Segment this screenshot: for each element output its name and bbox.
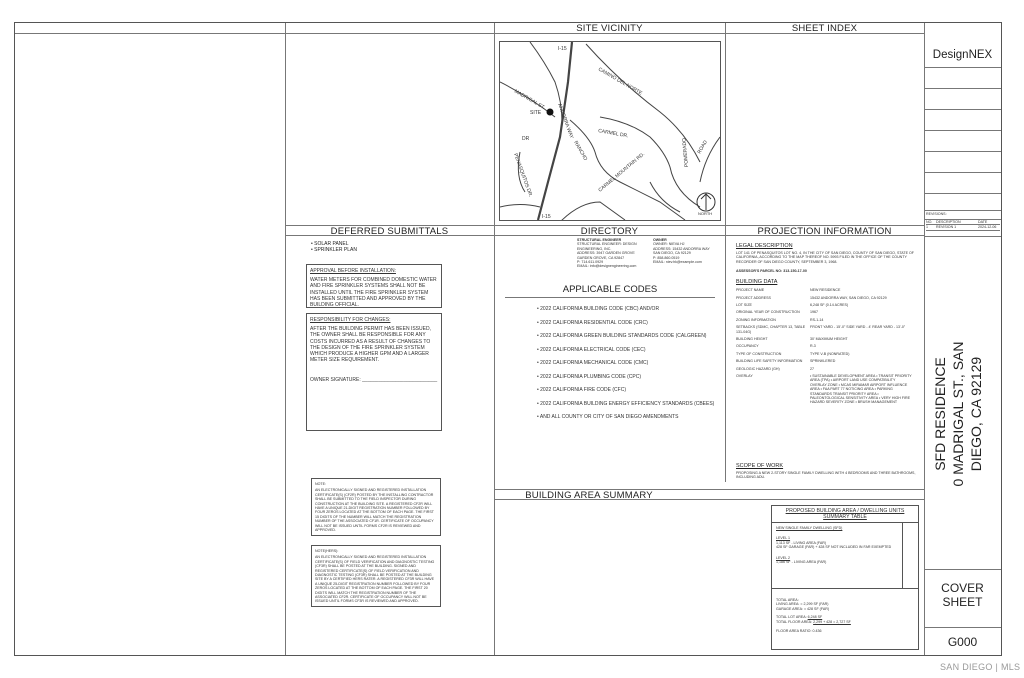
responsibility-box <box>306 313 442 431</box>
rev-header: NO. <box>926 220 933 224</box>
note-hers-title: NOTE(HERS): <box>315 549 339 553</box>
building-data-label: OCCUPANCY <box>736 344 759 349</box>
building-data-value: FRONT YARD - 15'-0" SIDE YARD - 4' REAR YARD - 13'-0" <box>810 325 906 330</box>
applicable-codes-header: APPLICABLE CODES <box>562 284 658 295</box>
building-data-row <box>736 324 914 336</box>
project-name: SFD RESIDENCE <box>932 357 948 471</box>
note-hers-box <box>311 545 441 607</box>
note-body: AN ELECTRONICALLY SIGNED AND REGISTERED INSTALLATION CERTIFICATE(S) (CF2R) POSTED BY THE INSTALLING CONTRACTOR SHALL BE SUBMITTED TO THE FIELD INSPECTOR DURING CONSTRUCTION AT THE BUILDING SITE. A REGISTERED CF2R WILL HAVE A UNIQUE 21-DIGIT REGISTRATION NUMBER FOLLOWED BY FOUR ZEROS LOCATED AT THE BOTTOM OF EACH PAGE. THE FIRST 15 DIGITS OF THE NUMBER WILL MATCH THE REGISTRATION NUMBER OF THE ASSOCIATED CF1R. CERTIFICATE OF OCCUPANCY WILL NOT BE ISSUED UNTIL FORMS CF2R IS REVIEWED AND APPROVED. <box>315 488 434 533</box>
level1-line: 428 SF GARAGE (FAR) + 428 SF NOT INCLUDED IN FAR EXEMPTED <box>776 545 892 550</box>
projection-information-header: PROJECTION INFORMATION <box>757 226 892 237</box>
rev-header: DATE <box>978 220 988 224</box>
floor-area-label: TOTAL FLOOR AREA: <box>776 619 813 624</box>
deferred-item: • SPRINKLER PLAN <box>311 247 357 254</box>
divider <box>924 569 1001 570</box>
drawing-sheet <box>14 22 1002 656</box>
title-block <box>924 23 1001 655</box>
code-item: • 2022 CALIFORNIA FIRE CODE (CFC) <box>537 387 626 393</box>
building-data-label: BUILDING HEIGHT <box>736 336 768 341</box>
divider <box>494 23 495 655</box>
engineer-block <box>577 238 649 269</box>
divider <box>772 588 918 589</box>
owner-line: ADDRESS: 15432 ANDORRA WAY <box>653 246 710 251</box>
living-area: LIVING AREA: = 2,299 SF (FAR) <box>776 602 829 607</box>
responsibility-title: RESPONSIBILITY FOR CHANGES: <box>310 317 391 323</box>
divider <box>725 23 726 482</box>
approval-title: APPROVAL BEFORE INSTALLATION: <box>310 268 396 274</box>
building-data-value: RS-1-14 <box>810 317 824 322</box>
building-data-value: NEW RESIDENCE <box>810 288 841 293</box>
map-label-north: NORTH <box>698 211 713 216</box>
approval-box <box>306 264 442 308</box>
area-details <box>776 526 900 564</box>
map-label-carmel-mountain: CARMEL MOUNTAIN RD. <box>597 151 646 194</box>
engineer-line: GARDEN GROVE, CA 92847 <box>577 255 625 260</box>
map-label-i15-bottom: I-15 <box>542 214 551 220</box>
deferred-item: • SOLAR PANEL <box>311 241 349 247</box>
owner-signature-line: OWNER SIGNATURE: ___________________________ <box>310 377 438 384</box>
building-data-row <box>736 365 914 372</box>
divider <box>924 67 1001 68</box>
vicinity-map <box>499 41 721 221</box>
owner-line: EMAIL: niev.hk@example.com <box>653 260 702 265</box>
map-label-penasquitos: PENASQUITOS DR. <box>512 152 534 198</box>
owner-line: P: 858.860.0519 <box>653 255 680 260</box>
building-data-label: PROJECT ADDRESS <box>736 295 771 300</box>
revisions-table <box>926 220 1000 231</box>
scope-of-work <box>736 463 916 480</box>
engineer-line: EMAIL: info@designengineering.com <box>577 264 637 269</box>
map-label-site: SITE <box>530 110 542 116</box>
project-title-block <box>931 291 993 537</box>
divider <box>924 193 1001 194</box>
area-totals <box>776 598 916 633</box>
codes-list <box>537 303 722 425</box>
note-box <box>311 478 441 536</box>
code-item: • 2022 CALIFORNIA GREEN BUILDING STANDARDS CODE (CALGREEN) <box>537 333 707 339</box>
note-title: NOTE: <box>315 482 326 486</box>
divider <box>924 172 1001 173</box>
building-data-value: TYPE V-B (NONRATED) <box>810 351 850 356</box>
building-data-value: 27 <box>810 366 814 371</box>
projection-info <box>736 243 916 406</box>
map-label-carmel-dr: CARMEL DR. <box>597 128 629 140</box>
code-item: • 2022 CALIFORNIA BUILDING ENERGY EFFICIENCY STANDARDS (CBEES) <box>537 400 715 407</box>
north-arrow-icon <box>697 193 715 211</box>
code-item: • 2022 CALIFORNIA ELECTRICAL CODE (CEC) <box>537 346 646 353</box>
building-data-label: BUILDING LIFE SAFETY INFORMATION <box>736 359 803 364</box>
building-data-value: R-3 <box>810 344 816 349</box>
map-label-camino: CAMINO DEL NORTE <box>597 66 644 97</box>
owner-title: OWNER <box>653 238 667 242</box>
vicinity-map-drawing <box>500 42 720 220</box>
divider <box>924 236 1001 237</box>
building-data-label: ZONING INFORMATION <box>736 317 776 322</box>
building-data-label: ORIGINAL YEAR OF CONSTRUCTION <box>736 310 800 315</box>
level2: LEVEL 2 <box>776 555 791 560</box>
scope-title: SCOPE OF WORK <box>736 463 784 469</box>
level1: LEVEL 1 <box>776 536 791 541</box>
divider <box>924 88 1001 89</box>
site-vicinity-header: SITE VICINITY <box>576 23 643 34</box>
rev-cell: 2024-12-06 <box>978 225 997 230</box>
building-area-summary-header: BUILDING AREA SUMMARY <box>525 490 653 501</box>
building-data-label: PROJECT NAME <box>736 288 765 293</box>
legal-title: LEGAL DESCRIPTION <box>736 243 793 249</box>
legal-body: LOT 141 OF PENASQUITOS LOT NO. 4, IN THE CITY OF SAN DIEGO, COUNTY OF SAN DIEGO, STATE OF CALIFORNIA, ACCORDING TO THE MAP THEREOF NO. 5993 FILED IN THE OFFICE OF THE COUNTY RECORDER OF SAN DIEGO COUNTY, SEPTEMBER 3, 1968. <box>736 251 914 264</box>
deferred-items-list <box>311 241 357 253</box>
project-address-line1: 0 MADRIGAL ST., SAN <box>950 341 966 487</box>
level1-line: 1,113 SF - LIVING AREA (FAR) <box>776 540 827 545</box>
map-label-rancho: RANCHO <box>572 140 589 162</box>
building-data-row <box>736 309 914 316</box>
divider <box>285 23 286 655</box>
total-area-label: TOTAL AREA: <box>776 598 799 602</box>
engineer-line: ADDRESS: 3947 GARDEN GROVE <box>577 251 635 256</box>
scope-body: PROPOSING A NEW 2-STORY SINGLE FAMILY DWELLING WITH 4 BEDROOMS AND THREE BATHROOMS, INCLUDING ADU. <box>736 471 916 480</box>
map-label-madrigal: MADRIGAL ST. <box>513 88 546 112</box>
area-summary-table <box>771 505 919 650</box>
code-item: • 2022 CALIFORNIA BUILDING CODE (CBC) AND/OR <box>537 306 660 312</box>
building-data-value: 15432 ANDORRA WAY, SAN DIEGO, CA 92129 <box>810 295 887 300</box>
engineer-line: STRUCTURAL ENGINEER: DESIGN ENGINEERING, INC. <box>577 242 637 251</box>
directory-header: DIRECTORY <box>580 226 639 237</box>
building-data-row <box>736 316 914 323</box>
area-table-title: PROPOSED BUILDING AREA / DWELLING UNITS SUMMARY TABLE <box>785 508 905 521</box>
responsibility-body: AFTER THE BUILDING PERMIT HAS BEEN ISSUED, THE OWNER SHALL BE RESPONSIBLE FOR ANY COSTS INCURRED AS A RESULT OF CHANGES TO THE DESIGN OF THE FIRE SPRINKLER SYSTEM WHICH PRODUCE A HIGHER GPM AND A LARGER METER SIZE REQUIREMENT. <box>310 326 431 364</box>
building-data-row <box>736 294 914 301</box>
building-data-value: SPRINKLERED <box>810 359 836 364</box>
building-data-table <box>736 287 914 407</box>
building-data-row <box>736 358 914 365</box>
garage-area: GARAGE AREA: = 428 SF (FAR) <box>776 606 830 611</box>
divider <box>924 151 1001 152</box>
code-item: • 2022 CALIFORNIA RESIDENTIAL CODE (CRC) <box>537 319 648 326</box>
project-address-line2: DIEGO, CA 92129 <box>968 356 984 472</box>
code-item: • 2022 CALIFORNIA PLUMBING CODE (CPC) <box>537 373 641 380</box>
divider <box>924 109 1001 110</box>
engineer-line: P: 714.611.0929 <box>577 260 604 265</box>
code-item: • 2022 CALIFORNIA MECHANICAL CODE (CMC) <box>537 360 649 366</box>
building-data-value: • SUSTAINABLE DEVELOPMENT AREA • TRANSIT PRIORITY AREA (TPA) • AIRPORT LAND USE COMPATIBILITY OVERLAY ZONE • MCAS MIRAMAR AIRPORT INFLUENCE AREA • FAA PART 77 NOTICING AREA • PARKING STANDARDS TRANSIT PRIORITY AREA • PALEONTOLOGICAL SENSITIVITY AREA • VERY HIGH FIRE HAZARD SEVERITY ZONE • BRUSH MANAGEMENT <box>810 374 912 405</box>
company-name: DesignNEX <box>932 49 993 61</box>
apn: ASSESSOR'S PARCEL NO: 313-150-17-00 <box>736 269 807 274</box>
sheet-title: COVER SHEET <box>941 581 984 609</box>
owner-line: OWNER: NIEVA HJ <box>653 242 685 247</box>
map-label-pomerado: POMERADO <box>681 137 690 168</box>
building-data-label: TYPE OF CONSTRUCTION <box>736 351 782 356</box>
building-data-value: 30' MAXIMUM HEIGHT <box>810 336 848 341</box>
map-label-andorra: ANDORRA WAY <box>556 102 575 140</box>
rev-cell: 1 <box>926 225 928 230</box>
owner-block <box>653 238 719 264</box>
building-data-value: 6,248 SF (0.14 ACRES) <box>810 302 849 307</box>
map-label-i15-top: I-15 <box>558 46 567 52</box>
divider <box>924 627 1001 628</box>
sheet-number: G000 <box>947 635 978 649</box>
building-data-row <box>736 301 914 308</box>
building-data-row <box>736 350 914 357</box>
note-hers-body: AN ELECTRONICALLY SIGNED AND REGISTERED INSTALLATION CERTIFICATE(S) OF FIELD VERIFICATION AND DIAGNOSTIC TESTING (CF3R) SHALL BE POSTED AT THE BUILDING. SIGNED AND REGISTERED CERTIFICATE(S) OF FIELD VERIFICATION AND DIAGNOSTIC TESTING (CF3R) SHALL BE POSTED AT THE BUILDING SITE BY A CERTIFIED HERS RATER. A REGISTERED CF3R WILL HAVE A UNIQUE 25-DIGIT REGISTRATION NUMBER FOLLOWED BY FOUR ZEROS LOCATED AT THE BOTTOM OF EACH PAGE. THE FIRST 20 DIGITS WILL MATCH THE REGISTRATION NUMBER OF THE ASSOCIATED CF2R. CERTIFICATE OF OCCUPANCY WILL NOT BE ISSUED UNTIL FORMS CF3R IS REVIEWED AND APPROVED. <box>315 555 435 604</box>
building-data-label: SETBACKS (SDMC, CHAPTER 13, TABLE 131-04G) <box>736 325 806 334</box>
floor-area-value: 2,299 + 428 = 2,727 SF <box>813 619 851 624</box>
deferred-submittals-header: DEFERRED SUBMITTALS <box>330 226 449 237</box>
map-label-road: ROAD <box>696 139 709 155</box>
divider <box>924 210 1001 211</box>
building-data-label: GEOLOGIC HAZARD (GH) <box>736 366 780 371</box>
rev-header: DESCRIPTION <box>936 220 961 224</box>
divider <box>902 522 903 588</box>
divider <box>772 522 918 523</box>
sheet-index-header: SHEET INDEX <box>791 23 858 34</box>
map-label-dr: DR <box>522 136 530 142</box>
level2-line: 1,186 SF - LIVING AREA (FAR) <box>776 560 827 565</box>
building-data-title: BUILDING DATA <box>736 278 778 285</box>
new-sfd: NEW SINGLE FAMILY DWELLING (SFD) <box>776 526 843 530</box>
rev-cell: REVISION 1 <box>936 225 957 230</box>
building-data-label: OVERLAY <box>736 374 753 378</box>
applicable-codes-header-wrap <box>505 284 715 298</box>
owner-line: SAN DIEGO, CA 92129 <box>653 251 691 256</box>
ratio-label: FLOOR AREA RATIO: <box>776 629 812 634</box>
lot-area-label: TOTAL LOT AREA: <box>776 615 807 620</box>
building-data-row <box>736 335 914 342</box>
ratio-value: 0.436 <box>812 629 822 634</box>
building-data-row <box>736 373 914 407</box>
lot-area-value: 6,248 SF <box>807 615 823 620</box>
building-data-value: 1967 <box>810 310 818 315</box>
building-data-row <box>736 343 914 350</box>
building-data-label: LOT SIZE <box>736 302 752 307</box>
revisions-label: REVISIONS: <box>926 212 947 216</box>
divider <box>924 130 1001 131</box>
approval-body: WATER METERS FOR COMBINED DOMESTIC WATER AND FIRE SPRINKLER SYSTEMS SHALL NOT BE INSTALLED UNTIL THE FIRE SPRINKLER SYSTEM HAS BEEN SUBMITTED AND APPROVED BY THE BUILDING OFFICIAL. <box>310 277 437 309</box>
code-item: • AND ALL COUNTY OR CITY OF SAN DIEGO AMENDMENTS <box>537 414 679 420</box>
mls-watermark: SAN DIEGO | MLS <box>940 662 1021 672</box>
building-data-row <box>736 287 914 294</box>
engineer-title: STRUCTURAL ENGINEER <box>577 238 622 242</box>
